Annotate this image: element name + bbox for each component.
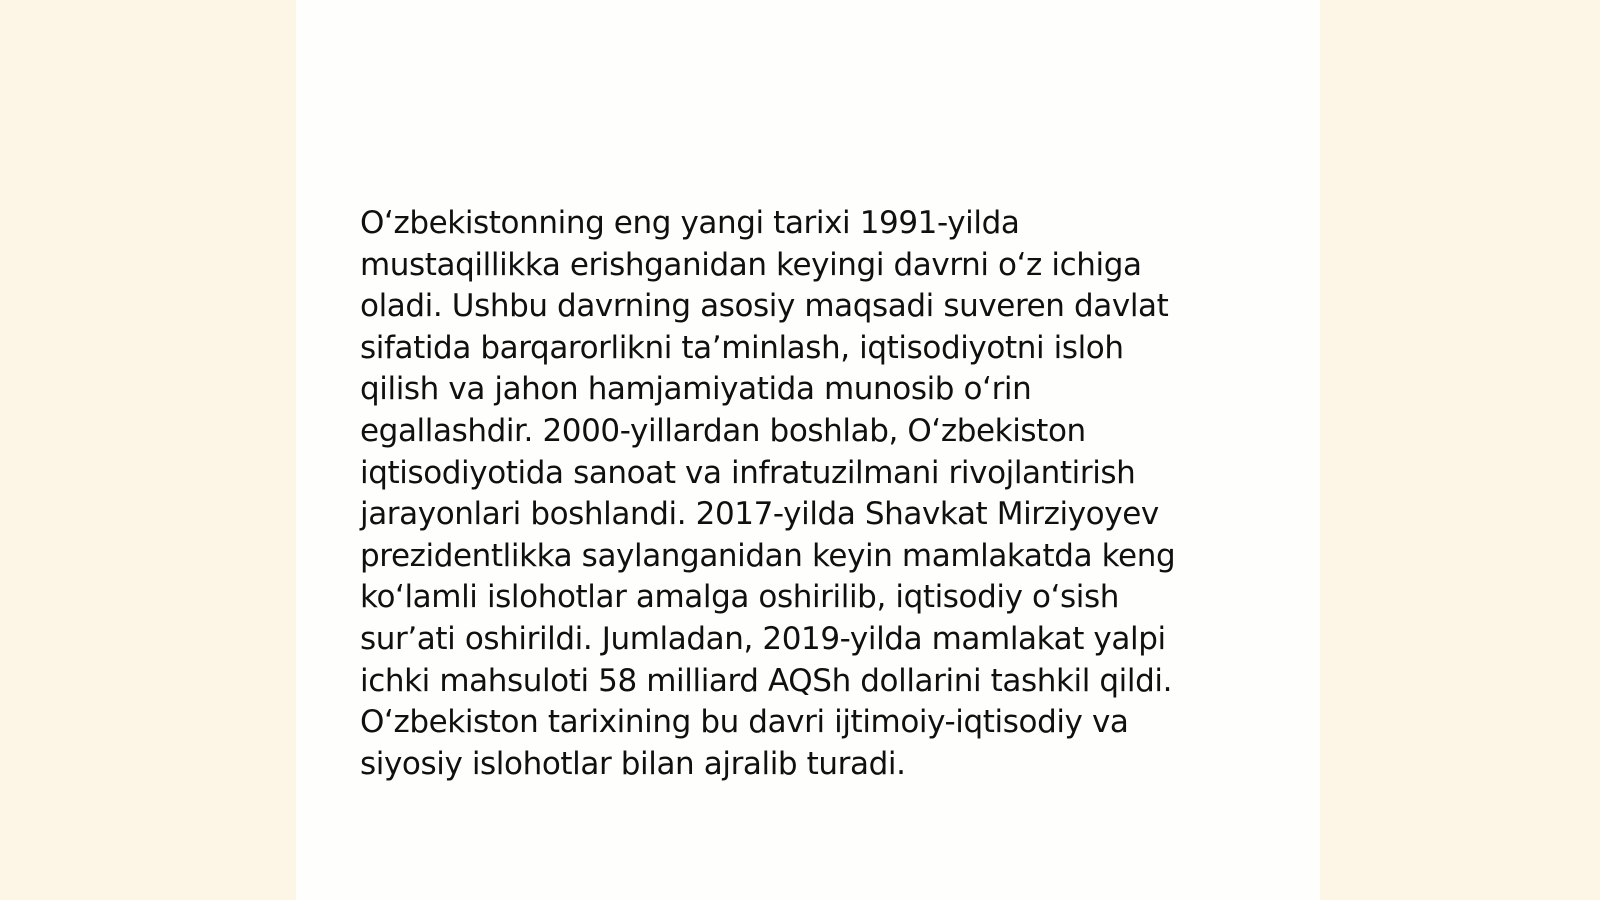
slide xyxy=(296,0,1320,900)
slide-body-text: O‘zbekistonning eng yangi tarixi 1991-yilda mustaqillikka erishganidan keyingi davrni o‘z ichiga oladi. Ushbu davrning asosiy maqsadi suveren davlat sifatida barqarorlikni ta’minlash, iqtisodiyotni isloh qilish va jahon hamjamiyatida munosib o‘rin egallashdir. 2000-yillardan boshlab, O‘zbekiston iqtisodiyotida sanoat va infratuzilmani rivojlantirish jarayonlari boshlandi. 2017-yilda Shavkat Mirziyoyev prezidentlikka saylanganidan keyin mamlakatda keng ko‘lamli islohotlar amalga oshirilib, iqtisodiy o‘sish sur’ati oshirildi. Jumladan, 2019-yilda mamlakat yalpi ichki mahsuloti 58 milliard AQSh dollarini tashkil qildi. O‘zbekiston tarixining bu davri ijtimoiy-iqtisodiy va siyosiy islohotlar bilan ajralib turadi. xyxy=(360,205,1176,782)
